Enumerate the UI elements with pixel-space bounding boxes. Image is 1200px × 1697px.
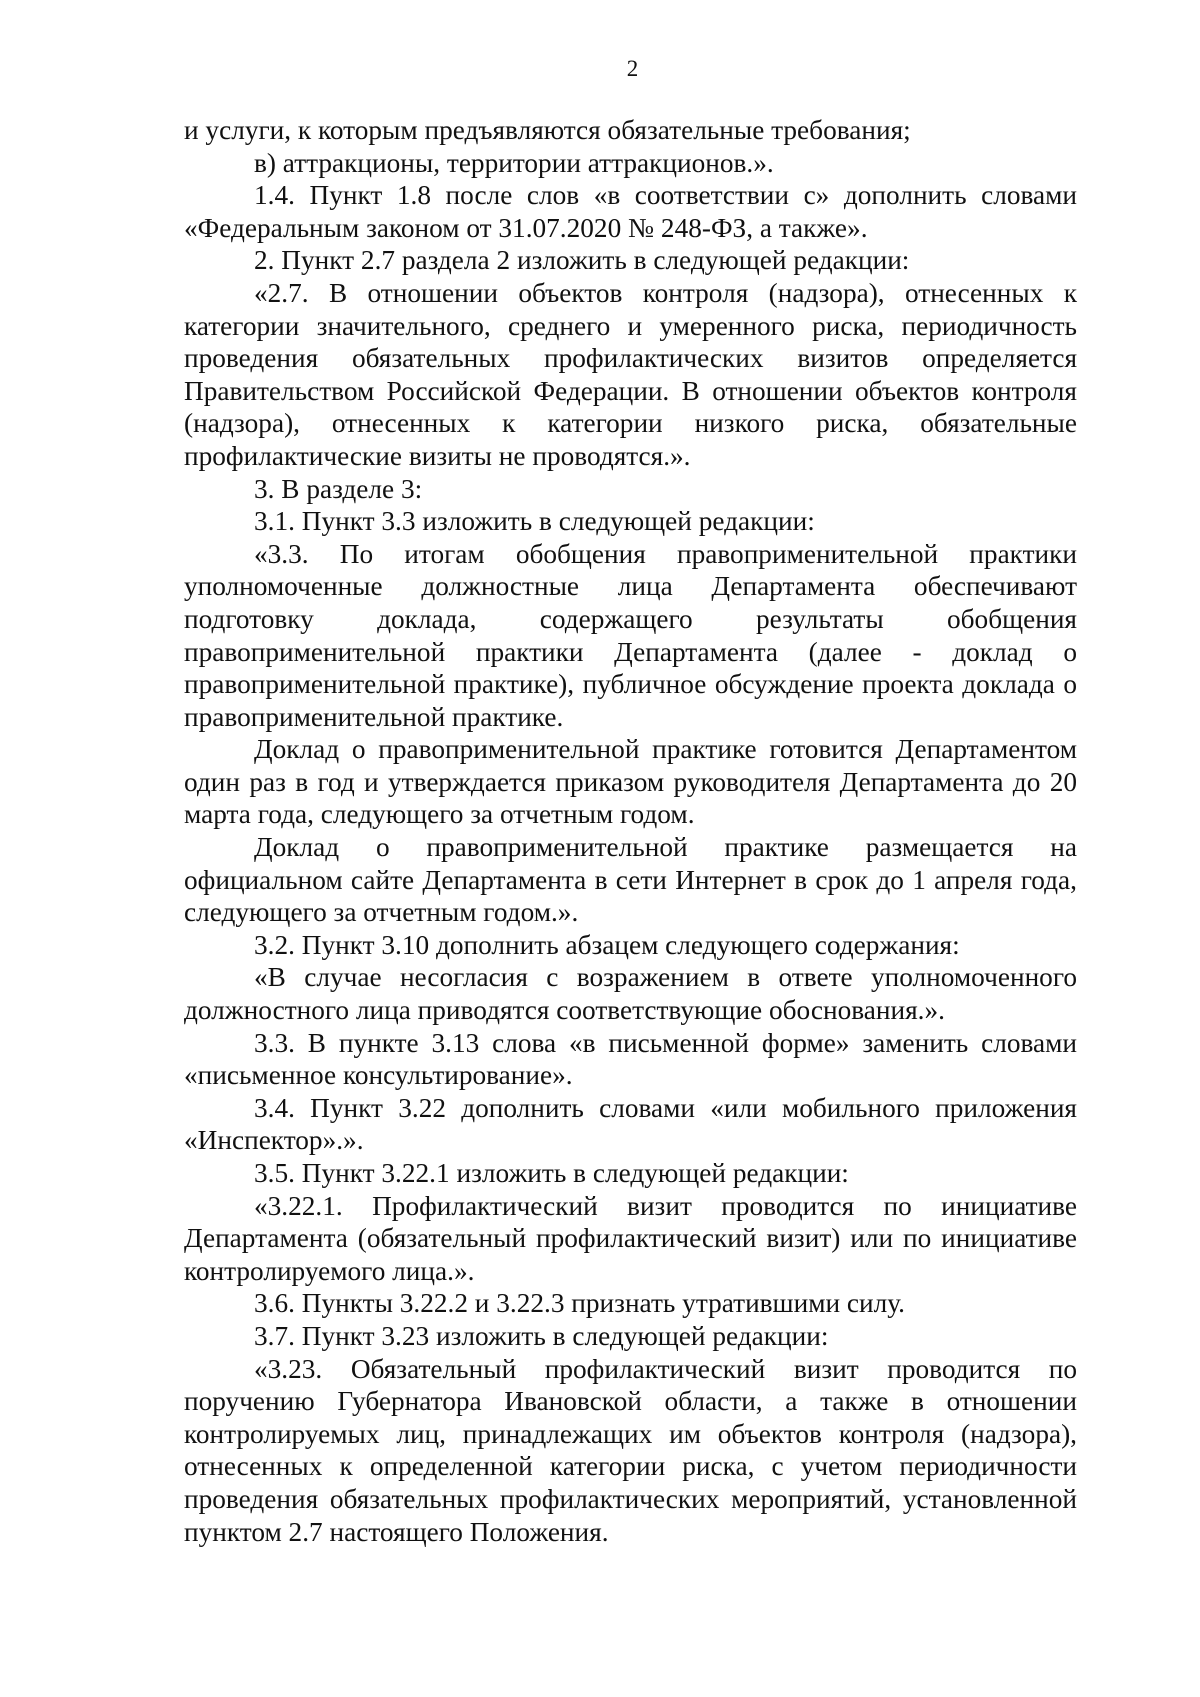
paragraph-3-5: 3.5. Пункт 3.22.1 изложить в следующей редакции: — [254, 1158, 849, 1188]
paragraph-disagreement: «В случае несогласия с возражением в ответе уполномоченного должностного лица приводятся соответствующие обоснования.». — [184, 962, 1077, 1026]
paragraph-3-6: 3.6. Пункты 3.22.2 и 3.22.3 признать утратившими силу. — [254, 1288, 905, 1319]
document-body — [184, 114, 1077, 1548]
paragraph-3-23-quote: «3.23. Обязательный профилактический визит проводится по поручению Губернатора Ивановской области, а также в отношении контролируемых лиц, принадлежащих им объектов контроля (надзора), отнесенных к определенной категории риска, с учетом периодичности проведения обязательных профилактических мероприятий, установленной пунктом 2.7 настоящего Положения. — [184, 1353, 1077, 1547]
paragraph-item-v: в) аттракционы, территории аттракционов.». — [254, 147, 774, 178]
paragraph-3-7: 3.7. Пункт 3.23 изложить в следующей редакции: — [254, 1320, 829, 1351]
paragraph-2: 2. Пункт 2.7 раздела 2 изложить в следующей редакции: — [254, 245, 910, 276]
paragraph-report-prepared: Доклад о правоприменительной практике готовится Департаментом один раз в год и утверждается приказом руководителя Департамента до 20 марта года, следующего за отчетным годом. — [184, 734, 1077, 830]
paragraph-3-1: 3.1. Пункт 3.3 изложить в следующей редакции: — [254, 506, 815, 537]
paragraph-1-4: 1.4. Пункт 1.8 после слов «в соответствии с» дополнить словами «Федеральным законом от 31.07.2020 № 248-ФЗ, а также». — [184, 180, 1077, 243]
paragraph-3-4: 3.4. Пункт 3.22 дополнить словами «или мобильного приложения «Инспектор».». — [184, 1092, 1077, 1156]
paragraph-continuation: и услуги, к которым предъявляются обязательные требования; — [184, 115, 911, 145]
paragraph-report-published: Доклад о правоприменительной практике размещается на официальном сайте Департамента в сети Интернет в срок до 1 апреля года, следующего за отчетным годом.». — [184, 832, 1077, 928]
paragraph-3-3: 3.3. В пункте 3.13 слова «в письменной форме» заменить словами «письменное консультирование». — [184, 1027, 1077, 1091]
paragraph-3-3-quote: «3.3. По итогам обобщения правоприменительной практики уполномоченные должностные лица Департамента обеспечивают подготовку доклада, содержащего результаты обобщения правоприменительной практики Департамента (далее - доклад о правоприменительной практике), публичное обсуждение проекта доклада о правоприменительной практике. — [184, 538, 1077, 732]
paragraph-2-7: «2.7. В отношении объектов контроля (надзора), отнесенных к категории значительного, среднего и умеренного риска, периодичность проведения обязательных профилактических визитов определяется Правительством Российской Федерации. В отношении объектов контроля (надзора), отнесенных к категории низкого риска, обязательные профилактические визиты не проводятся.». — [184, 277, 1077, 471]
paragraph-3-2: 3.2. Пункт 3.10 дополнить абзацем следующего содержания: — [254, 929, 960, 960]
paragraph-3-22-1-quote: «3.22.1. Профилактический визит проводится по инициативе Департамента (обязательный профилактический визит) или по инициативе контролируемого лица.». — [184, 1190, 1077, 1286]
paragraph-3: 3. В разделе 3: — [254, 473, 423, 504]
page-number: 2 — [626, 56, 639, 81]
